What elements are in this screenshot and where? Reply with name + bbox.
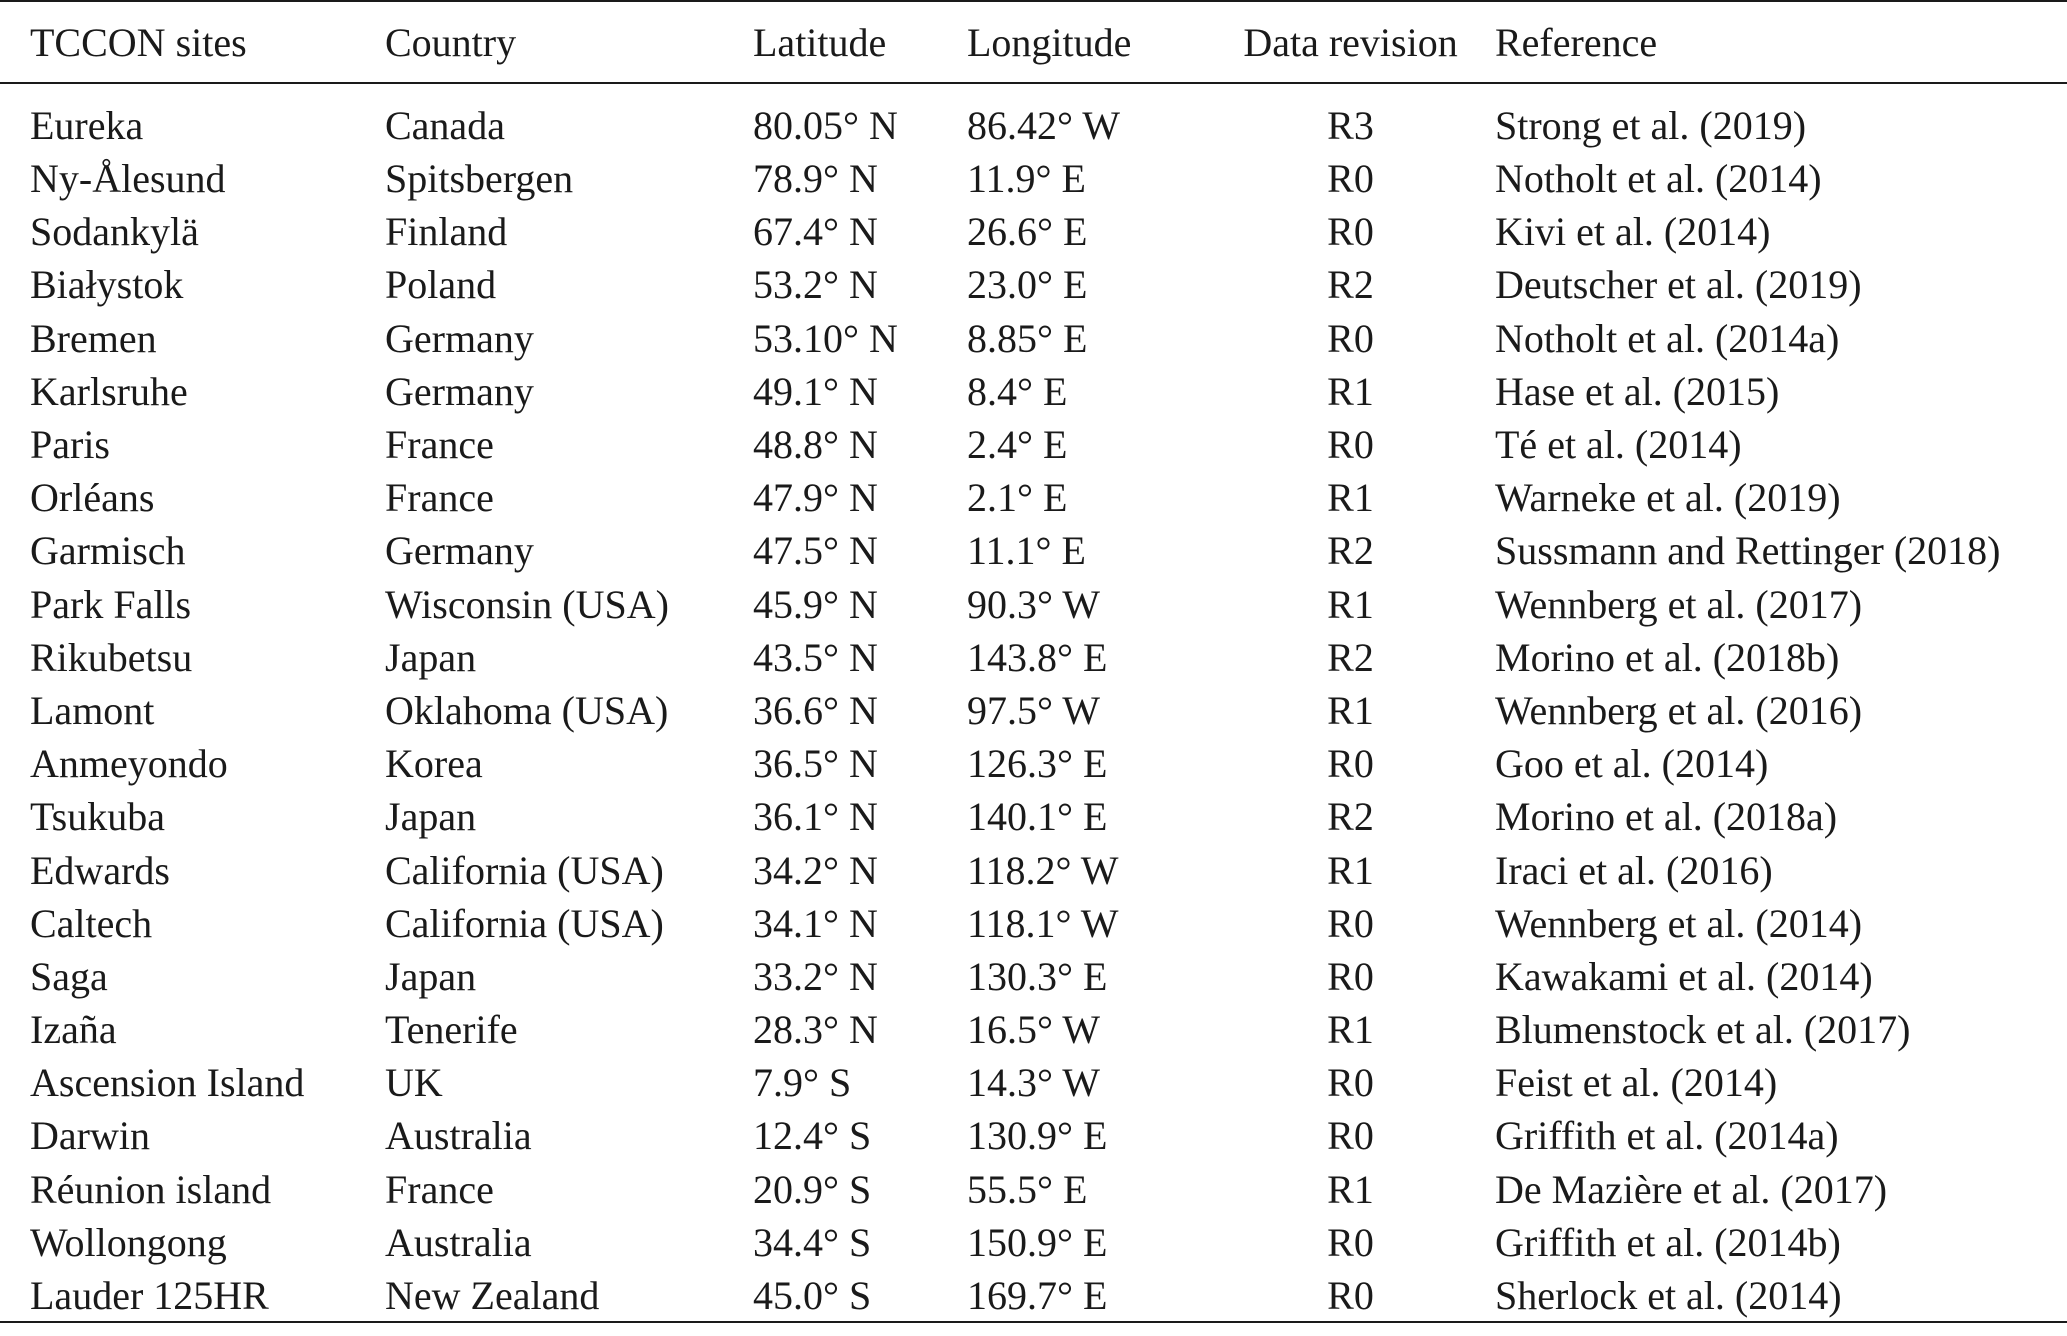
cell-longitude: 140.1° E [967, 794, 1108, 840]
table-row [0, 1056, 2067, 1109]
cell-data-revision: R0 [1327, 156, 1374, 202]
cell-reference: Morino et al. (2018a) [1495, 794, 1838, 840]
cell-site: Karlsruhe [30, 368, 188, 414]
cell-longitude: 118.1° W [967, 900, 1119, 946]
cell-reference: Wennberg et al. (2014) [1495, 900, 1863, 946]
cell-country: UK [385, 1060, 443, 1106]
cell-latitude: 67.4° N [753, 209, 878, 255]
cell-reference: De Mazière et al. (2017) [1495, 1166, 1888, 1212]
cell-data-revision: R0 [1327, 953, 1374, 999]
header-row [0, 1, 2067, 83]
cell-site: Paris [30, 422, 110, 468]
cell-data-revision: R1 [1327, 475, 1374, 521]
cell-reference: Blumenstock et al. (2017) [1495, 1007, 1911, 1053]
cell-longitude: 143.8° E [967, 634, 1108, 680]
cell-latitude: 47.9° N [753, 475, 878, 521]
cell-reference: Deutscher et al. (2019) [1495, 262, 1862, 308]
cell-latitude: 7.9° S [753, 1060, 852, 1106]
cell-latitude: 47.5° N [753, 528, 878, 574]
cell-longitude: 55.5° E [967, 1166, 1088, 1212]
cell-data-revision: R0 [1327, 315, 1374, 361]
cell-country: Japan [385, 953, 477, 999]
cell-latitude: 34.1° N [753, 900, 878, 946]
cell-reference: Strong et al. (2019) [1495, 102, 1807, 148]
cell-reference: Sussmann and Rettinger (2018) [1495, 528, 2001, 574]
cell-longitude: 130.9° E [967, 1113, 1108, 1159]
cell-data-revision: R1 [1327, 1007, 1374, 1053]
cell-reference: Goo et al. (2014) [1495, 741, 1769, 787]
cell-country: California (USA) [385, 847, 664, 893]
cell-country: France [385, 1166, 494, 1212]
cell-longitude: 16.5° W [967, 1007, 1101, 1053]
cell-site: Sodankylä [30, 209, 199, 255]
table-row [0, 790, 2067, 843]
cell-data-revision: R2 [1327, 262, 1374, 308]
cell-longitude: 86.42° W [967, 102, 1121, 148]
cell-reference: Warneke et al. (2019) [1495, 475, 1841, 521]
table-row [0, 1109, 2067, 1162]
cell-latitude: 78.9° N [753, 156, 878, 202]
cell-reference: Feist et al. (2014) [1495, 1060, 1778, 1106]
cell-longitude: 169.7° E [967, 1269, 1206, 1322]
cell-longitude: 118.2° W [967, 847, 1119, 893]
cell-reference: Iraci et al. (2016) [1495, 847, 1773, 893]
cell-longitude: 14.3° W [967, 1060, 1101, 1106]
cell-site: Ascension Island [30, 1060, 305, 1106]
cell-reference: Griffith et al. (2014a) [1495, 1113, 1839, 1159]
cell-latitude: 34.2° N [753, 847, 878, 893]
cell-data-revision: R0 [1327, 1060, 1374, 1106]
table-row [0, 312, 2067, 365]
header-country: Country [385, 1, 753, 83]
cell-latitude: 33.2° N [753, 953, 878, 999]
header-sites: TCCON sites [0, 1, 385, 83]
cell-site: Wollongong [30, 1219, 227, 1265]
cell-longitude: 8.4° E [967, 368, 1068, 414]
cell-site: Lauder 125HR [0, 1269, 385, 1322]
header-reference: Reference [1495, 1, 2067, 83]
cell-site: Ny-Ålesund [30, 156, 226, 202]
cell-reference: Sherlock et al. (2014) [1495, 1269, 2067, 1322]
cell-longitude: 2.4° E [967, 422, 1068, 468]
cell-latitude: 45.9° N [753, 581, 878, 627]
cell-data-revision: R0 [1327, 209, 1374, 255]
cell-latitude: 34.4° S [753, 1219, 872, 1265]
cell-country: Oklahoma (USA) [385, 687, 669, 733]
cell-data-revision: R0 [1327, 1219, 1374, 1265]
cell-reference: Morino et al. (2018b) [1495, 634, 1840, 680]
cell-latitude: 12.4° S [753, 1113, 872, 1159]
table-row [0, 258, 2067, 311]
table-row [0, 365, 2067, 418]
cell-data-revision: R0 [1327, 1113, 1374, 1159]
cell-country: California (USA) [385, 900, 664, 946]
cell-latitude: 53.10° N [753, 315, 898, 361]
cell-reference: Notholt et al. (2014) [1495, 156, 1822, 202]
cell-reference: Hase et al. (2015) [1495, 368, 1780, 414]
cell-site: Rikubetsu [30, 634, 193, 680]
cell-data-revision: R1 [1327, 368, 1374, 414]
cell-country: Australia [385, 1219, 532, 1265]
cell-latitude: 28.3° N [753, 1007, 878, 1053]
cell-country: Germany [385, 315, 534, 361]
cell-latitude: 49.1° N [753, 368, 878, 414]
cell-data-revision: R2 [1327, 794, 1374, 840]
cell-data-revision: R1 [1327, 1166, 1374, 1212]
cell-country: New Zealand [385, 1269, 753, 1322]
cell-latitude: 43.5° N [753, 634, 878, 680]
cell-data-revision: R1 [1327, 581, 1374, 627]
cell-longitude: 8.85° E [967, 315, 1088, 361]
table-row [0, 471, 2067, 524]
cell-country: Wisconsin (USA) [385, 581, 669, 627]
cell-data-revision: R0 [1327, 422, 1374, 468]
cell-site: Anmeyondo [30, 741, 228, 787]
table-row [0, 578, 2067, 631]
cell-site: Darwin [30, 1113, 150, 1159]
cell-latitude: 20.9° S [753, 1166, 872, 1212]
cell-longitude: 23.0° E [967, 262, 1088, 308]
table-row [0, 1003, 2067, 1056]
cell-latitude: 36.5° N [753, 741, 878, 787]
header-latitude: Latitude [753, 1, 967, 83]
cell-data-revision: R0 [1206, 1269, 1495, 1322]
cell-site: Caltech [30, 900, 153, 946]
table-row [0, 843, 2067, 896]
cell-country: Japan [385, 794, 477, 840]
cell-site: Eureka [30, 102, 144, 148]
table-row [0, 737, 2067, 790]
cell-latitude: 36.1° N [753, 794, 878, 840]
cell-data-revision: R2 [1327, 528, 1374, 574]
cell-reference: Té et al. (2014) [1495, 422, 1742, 468]
table-row [0, 897, 2067, 950]
cell-data-revision: R0 [1327, 900, 1374, 946]
table-header [0, 1, 2067, 83]
table-row [0, 418, 2067, 471]
cell-latitude: 53.2° N [753, 262, 878, 308]
table-row [0, 684, 2067, 737]
cell-data-revision: R3 [1327, 102, 1374, 148]
cell-data-revision: R2 [1327, 634, 1374, 680]
cell-reference: Notholt et al. (2014a) [1495, 315, 1840, 361]
table-row [0, 1269, 2067, 1322]
table-row [0, 631, 2067, 684]
table-row [0, 1216, 2067, 1269]
table-row [0, 524, 2067, 577]
cell-longitude: 97.5° W [967, 687, 1101, 733]
cell-site: Bremen [30, 315, 157, 361]
cell-longitude: 150.9° E [967, 1219, 1108, 1265]
cell-country: France [385, 475, 494, 521]
table-row [0, 205, 2067, 258]
cell-country: France [385, 422, 494, 468]
cell-latitude: 36.6° N [753, 687, 878, 733]
cell-country: Spitsbergen [385, 156, 574, 202]
cell-site: Orléans [30, 475, 155, 521]
table-row [0, 83, 2067, 152]
cell-site: Tsukuba [30, 794, 165, 840]
cell-country: Japan [385, 634, 477, 680]
cell-reference: Kawakami et al. (2014) [1495, 953, 1873, 999]
cell-country: Korea [385, 741, 483, 787]
cell-reference: Wennberg et al. (2016) [1495, 687, 1863, 733]
cell-site: Białystok [30, 262, 184, 308]
cell-latitude: 45.0° S [753, 1269, 967, 1322]
table-row [0, 950, 2067, 1003]
cell-country: Poland [385, 262, 497, 308]
cell-longitude: 26.6° E [967, 209, 1088, 255]
cell-longitude: 11.9° E [967, 156, 1086, 202]
cell-country: Germany [385, 368, 534, 414]
cell-data-revision: R1 [1327, 847, 1374, 893]
cell-longitude: 11.1° E [967, 528, 1086, 574]
cell-country: Germany [385, 528, 534, 574]
table-row [0, 152, 2067, 205]
cell-reference: Kivi et al. (2014) [1495, 209, 1771, 255]
cell-longitude: 130.3° E [967, 953, 1108, 999]
cell-site: Saga [30, 953, 108, 999]
header-data-revision: Data revision [1206, 1, 1495, 83]
cell-site: Park Falls [30, 581, 192, 627]
cell-site: Réunion island [30, 1166, 272, 1212]
cell-site: Edwards [30, 847, 170, 893]
cell-longitude: 90.3° W [967, 581, 1101, 627]
cell-site: Lamont [30, 687, 155, 733]
cell-site: Garmisch [30, 528, 186, 574]
cell-country: Canada [385, 102, 505, 148]
cell-longitude: 2.1° E [967, 475, 1068, 521]
cell-country: Tenerife [385, 1007, 518, 1053]
cell-reference: Griffith et al. (2014b) [1495, 1219, 1841, 1265]
cell-latitude: 80.05° N [753, 102, 898, 148]
cell-site: Izaña [30, 1007, 117, 1053]
cell-country: Finland [385, 209, 508, 255]
cell-reference: Wennberg et al. (2017) [1495, 581, 1863, 627]
cell-data-revision: R1 [1327, 687, 1374, 733]
table-row [0, 1163, 2067, 1216]
cell-longitude: 126.3° E [967, 741, 1108, 787]
cell-country: Australia [385, 1113, 532, 1159]
cell-data-revision: R0 [1327, 741, 1374, 787]
cell-latitude: 48.8° N [753, 422, 878, 468]
header-longitude: Longitude [967, 1, 1206, 83]
table-body [0, 83, 2067, 1322]
